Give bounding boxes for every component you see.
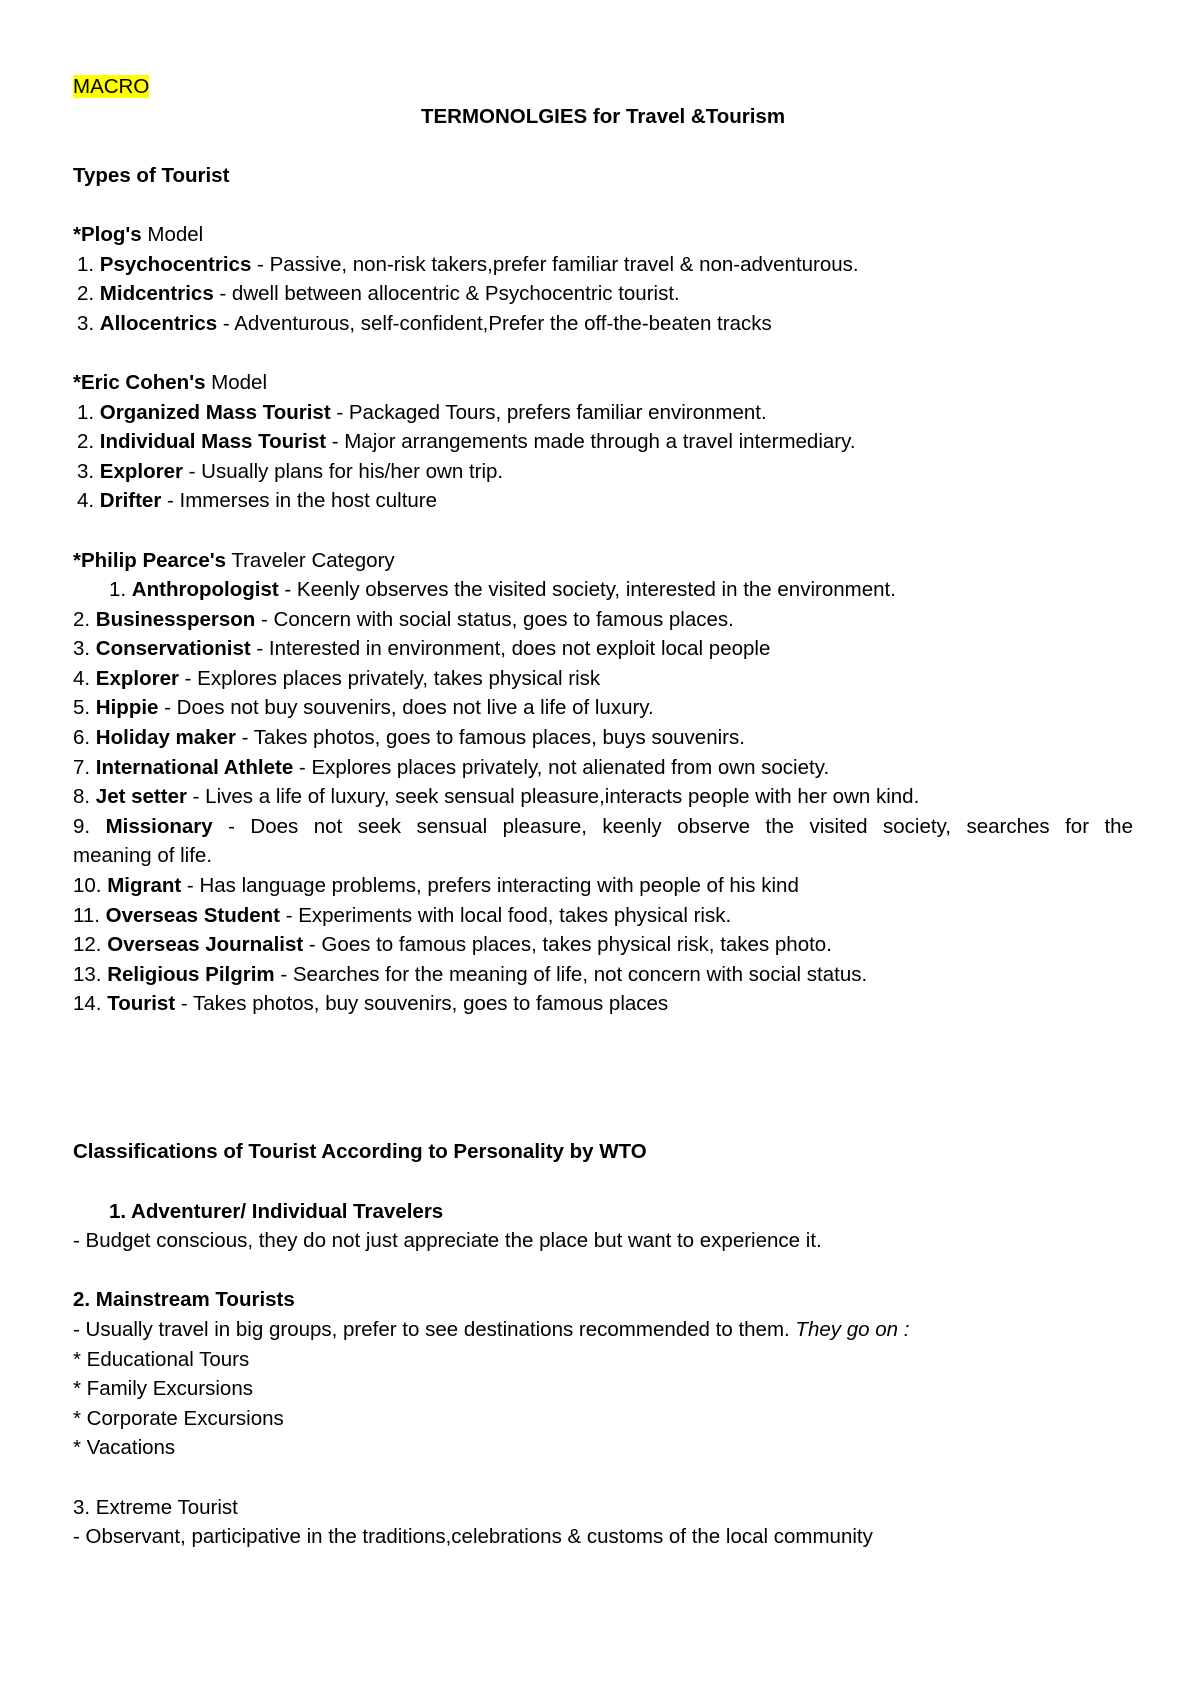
list-item: 4. Drifter - Immerses in the host culture — [77, 489, 438, 513]
list-item: 1. Organized Mass Tourist - Packaged Tours, prefers familiar environment. — [77, 400, 767, 424]
list-item: 3. Conservationist - Interested in environment, does not exploit local people — [73, 637, 771, 661]
bullet-item: * Family Excursions — [73, 1377, 253, 1401]
section-heading-wto: Classifications of Tourist According to Personality by WTO — [73, 1140, 647, 1164]
wto-adventurer-desc: - Budget conscious, they do not just appreciate the place but want to experience it. — [73, 1229, 822, 1253]
list-item: 11. Overseas Student - Experiments with local food, takes physical risk. — [73, 903, 732, 927]
list-item: 2. Individual Mass Tourist - Major arrangements made through a travel intermediary. — [77, 430, 856, 454]
plog-heading-bold: *Plog's — [73, 222, 142, 246]
list-item: 10. Migrant - Has language problems, prefers interacting with people of his kind — [73, 874, 799, 898]
list-item: 8. Jet setter - Lives a life of luxury, seek sensual pleasure,interacts people with her own kind. — [73, 785, 920, 809]
pearce-heading-rest: Traveler Category — [226, 548, 395, 572]
list-item-missionary: 9. Missionary - Does not seek sensual pleasure, keenly observe the visited society, searches for the — [73, 814, 1133, 838]
document-page — [73, 72, 1133, 1552]
bullet-item: * Corporate Excursions — [73, 1406, 284, 1430]
cohen-heading-bold: *Eric Cohen's — [73, 370, 206, 394]
list-item: 1. Anthropologist - Keenly observes the visited society, interested in the environment. — [109, 578, 896, 602]
list-item: 3. Allocentrics - Adventurous, self-confident,Prefer the off-the-beaten tracks — [77, 311, 772, 335]
list-item: 2. Businessperson - Concern with social status, goes to famous places. — [73, 607, 734, 631]
list-item: 5. Hippie - Does not buy souvenirs, does not live a life of luxury. — [73, 696, 654, 720]
list-item: 6. Holiday maker - Takes photos, goes to famous places, buys souvenirs. — [73, 726, 745, 750]
pearce-heading — [73, 546, 1133, 576]
list-item: 12. Overseas Journalist - Goes to famous places, takes physical risk, takes photo. — [73, 933, 832, 957]
list-item: 14. Tourist - Takes photos, buy souvenirs, goes to famous places — [73, 992, 669, 1016]
list-item: 4. Explorer - Explores places privately, takes physical risk — [73, 666, 601, 690]
wto-extreme-title: 3. Extreme Tourist — [73, 1495, 238, 1519]
cohen-heading-rest: Model — [205, 370, 268, 394]
doc-label: MACRO — [73, 75, 150, 98]
plog-heading-rest: Model — [141, 222, 204, 246]
doc-label-line — [73, 72, 1133, 102]
wto-mainstream-title: 2. Mainstream Tourists — [73, 1288, 295, 1312]
doc-title: TERMONOLGIES for Travel &Tourism — [420, 104, 786, 128]
cohen-heading — [73, 368, 1133, 398]
list-item: 2. Midcentrics - dwell between allocentric & Psychocentric tourist. — [77, 282, 680, 306]
list-item: 13. Religious Pilgrim - Searches for the meaning of life, not concern with social status. — [73, 962, 868, 986]
list-item: 1. Psychocentrics - Passive, non-risk takers,prefer familiar travel & non-adventurous. — [77, 252, 859, 276]
list-item-missionary-cont: meaning of life. — [73, 844, 213, 868]
wto-adventurer-title: 1. Adventurer/ Individual Travelers — [109, 1199, 444, 1223]
list-item: 3. Explorer - Usually plans for his/her own trip. — [77, 459, 504, 483]
section-heading-types: Types of Tourist — [73, 163, 230, 187]
bullet-item: * Vacations — [73, 1436, 176, 1460]
plog-heading — [73, 220, 1133, 250]
bullet-item: * Educational Tours — [73, 1347, 250, 1371]
pearce-heading-bold: *Philip Pearce's — [73, 548, 227, 572]
wto-mainstream-desc: - Usually travel in big groups, prefer to see destinations recommended to them. They go on : — [73, 1317, 910, 1341]
wto-extreme-desc: - Observant, participative in the traditions,celebrations & customs of the local community — [73, 1525, 873, 1549]
list-item: 7. International Athlete - Explores places privately, not alienated from own society. — [73, 755, 830, 779]
